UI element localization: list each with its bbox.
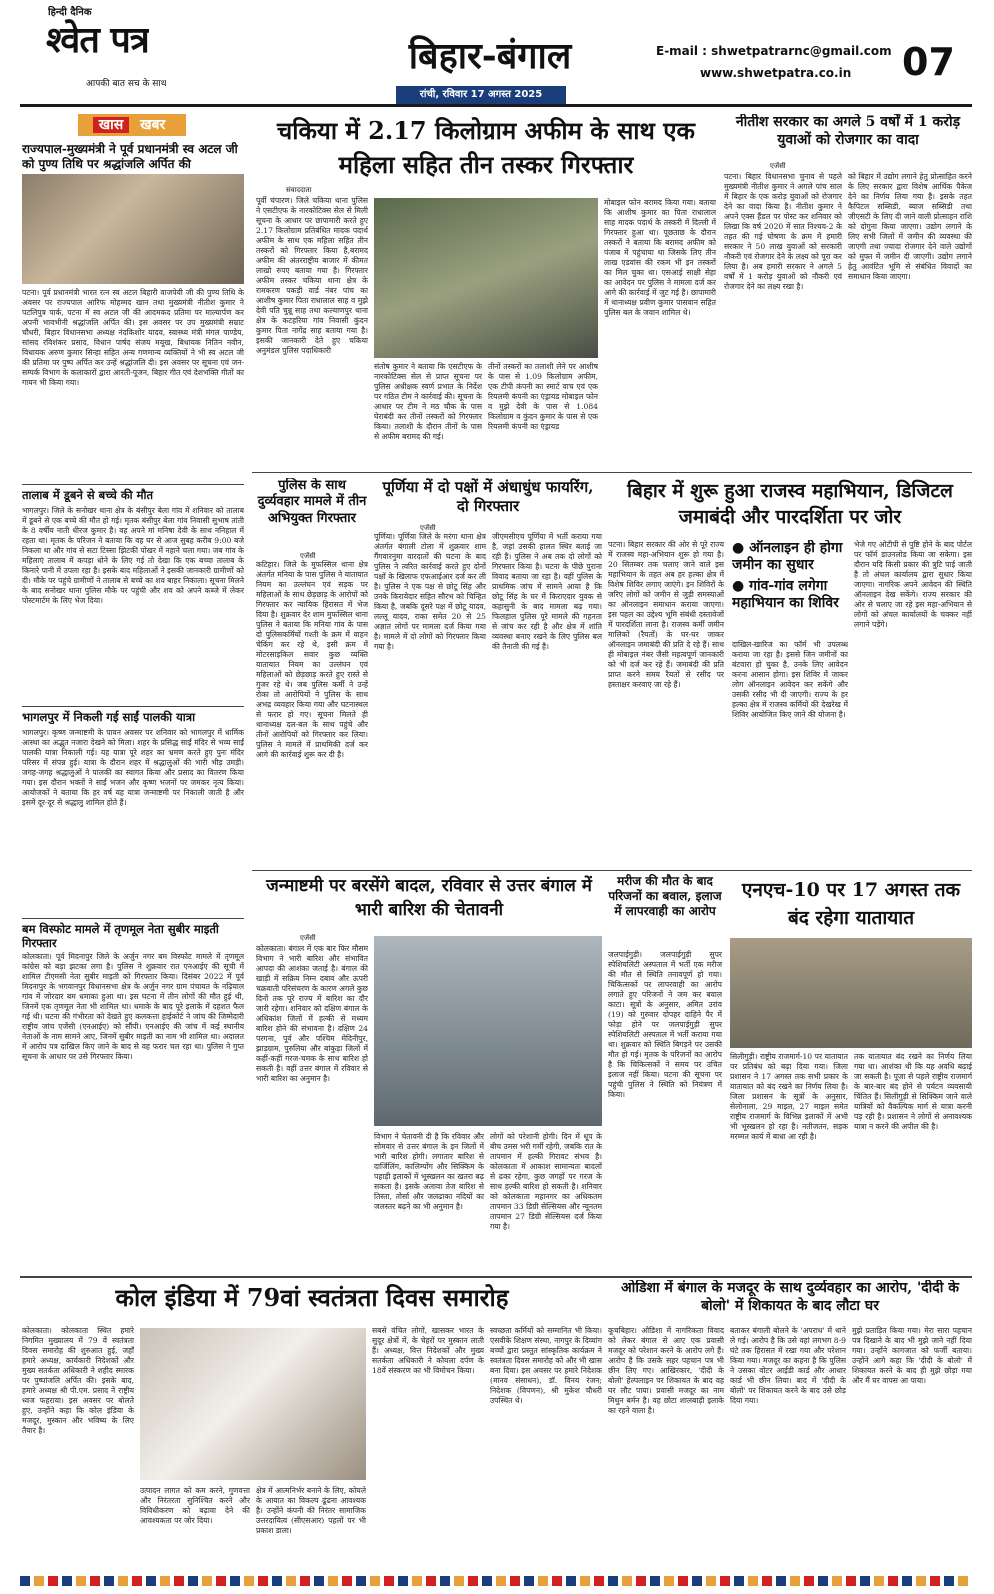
story-4-headline: बम विस्फोट मामले में तृणमूल नेता सुबीर माइती गिरफ्तार xyxy=(22,922,219,951)
story-9-col2: दाखिल-खारिज का फॉर्म भी उपलब्ध कराया जा रहा है। इससे जिन जमीनों का बंटवारा हो चुका है, उनके लिए आवेदन करना आसान होगा। इस शिविर में जाकर लोग ऑनलाइन आवेदन कर सकेंगे और उसकी रसीद भी दी जाएगी। राज्य के हर हल्का क्षेत्र में राजस्व कर्मियों की देखरेख में शिविर आयोजित किए जाने की योजना है। xyxy=(732,640,848,719)
story-7-headline: पुलिस के साथ दुर्व्यवहार मामले में तीन अभियुक्त गिरफ्तार xyxy=(257,478,367,526)
story-5-photo xyxy=(374,198,598,358)
story-6-col1: पटना। बिहार विधानसभा चुनाव से पहले मुख्यमंत्री नीतीश कुमार ने अगले पांच साल में बिहार के एक करोड़ युवाओं को रोजगार देने का वादा किया है। नीतीश कुमार ने अपने एक्स हैंडल पर पोस्ट कर शनिवार को लिखा कि वर्ष 2020 में सात निश्चय-2 के तहत की गई घोषणा के क्रम में हमारी सरकार ने 50 लाख युवाओं को सरकारी नौकरी एवं रोजगार देने के लक्ष्य को पूरा कर लिया है। अब हमारी सरकार ने अगले 5 वर्षों में 1 करोड़ युवाओं को नौकरी एवं रोजगार देने का लक्ष्य रखा है। xyxy=(724,172,842,291)
brand-tag: हिन्दी दैनिक xyxy=(48,7,92,18)
story-5-col3: तीनों तस्करों का तलाशी लेने पर आशीष के पास से 1.09 किलोग्राम अफीम, एक टीपी कंपनी का स्मार्ट वाच एवं एक रियलमी कंपनी का एंड्रायड मोबाइल फोन व मुझे देवी के पास से 1.084 किलोग्राम व कुंदन कुमार के पास से एक रियलमी कंपनी का एंड्रायड xyxy=(488,362,598,431)
brand-slogan: आपकी बात सच के साथ xyxy=(86,79,167,89)
story-1-photo xyxy=(22,174,244,284)
section-title: बिहार-बंगाल xyxy=(408,35,572,77)
story-12-headline: एनएच-10 पर 17 अगस्त तक बंद रहेगा यातायात xyxy=(741,879,961,929)
story-13-headline: कोल इंडिया में 79वां स्वतंत्रता दिवस समारोह xyxy=(115,1283,509,1312)
story-10-byline: एजेंसी xyxy=(300,934,316,942)
story-11-body: जलपाईगुड़ी। जलपाईगुड़ी सुपर स्पेशियलिटी अस्पताल में भर्ती एक मरीज की मौत से स्थिति तनावपूर्ण हो गया। चिकित्सकों पर लापरवाही का आरोप लगाते हुए परिजनों ने जम कर बवाल काटा। सूत्रों के अनुसार, अमित उरांव (19) को गुरुवार दोपहर दाहिने पैर में फोड़ा होने पर जलपाईगुड़ी सुपर स्पेशियलिटी अस्पताल में भर्ती कराया गया था। शुक्रवार को स्थिति बिगड़ने पर उसकी मौत हो गई। मृतक के परिजनों का आरोप है कि चिकित्सकों ने समय पर उचित इलाज नहीं किया। घटना की सूचना पर पहुंची पुलिस ने स्थिति को नियंत्रण में किया। xyxy=(608,950,722,1099)
story-2-body: भागलपुर। जिले के सनोखर थाना क्षेत्र के बंसीपुर बेला गांव में शनिवार को तालाब में डूबने से एक बच्चे की मौत हो गई। मृतक बंसीपुर बेला गांव निवासी सुभाष तांती के 8 वर्षीय नाती धीरज कुमार है। वह अपने मां मनिषा देवी के साथ ननिहाल में रहता था। मृतक के परिजन ने बताया कि वह घर से आज सुबह करीब 9:00 बजे निकला था और गांव से सटा टिस्सा झिटकी पोखर में नहाने चला गया। जब गांव के महिलाएं तालाब में कपड़ा धोने के लिए गई तो देखा कि एक बच्चा तालाब के किनारे पानी में उपला रहा है। इसके बाद महिलाओं ने इसकी जानकारी ग्रामीणों को दी। मौके पर पहुंचे ग्रामीणों ने तालाब से बच्चे का शव बाहर निकाला। सूचना मिलने के बाद सनोखर थाना पुलिस मौके पर पहुंची और शव को अपने कब्जे में लेकर पोस्टमार्टम के लिए भेज दिया। xyxy=(22,506,244,605)
khabar-label: खबर xyxy=(140,117,166,133)
story-1-headline: राज्यपाल-मुख्यमंत्री ने पूर्व प्रधानमंत्री स्व अटल जी को पुण्य तिथि पर श्रद्धांजलि अर्पित की xyxy=(22,142,238,171)
story-13-col2: उत्पादन लागत को कम करने, गुणवत्ता और निरंतरता सुनिश्चित करने और विविधीकरण को बढ़ावा देने की आवश्यकता पर जोर दिया। xyxy=(140,1486,250,1525)
divider xyxy=(252,870,972,871)
footer-decoration xyxy=(20,1576,972,1586)
story-14-col3: मुझे प्रताड़ित किया गया। मेरा सारा पहचान पत्र दिखाने के बाद भी मुझे जाने नहीं दिया गया। उन्होंने कागजात को फर्जी बताया। उन्होंने आगे कहा कि 'दीदी के बोलो' में शिकायत करने के बाद ही मुझे छोड़ा गया और मैं घर वापस आ पाया। xyxy=(852,1326,972,1385)
story-13-col3: क्षेत्र में आत्मनिर्भर बनाने के लिए, कोयले के आयात का विकल्प ढूंढना आवश्यक है। उन्होंने कंपनी की निरंतर सामाजिक उत्तरदायित्व (सीएसआर) पहलों पर भी प्रकाश डाला। xyxy=(256,1486,366,1535)
story-10-photo xyxy=(374,936,602,1126)
story-5-col2: संतोष कुमार ने बताया कि एसटीएफ के नारकोटिक्स सेल से प्राप्त सूचना पर पुलिस अधीक्षक स्वर्ण प्रभात के निर्देश पर गठित टीम ने कार्रवाई की। सूचना के आधार पर टीम ने मठ चौक के पास घेराबंदी कर तीनों तस्करों को गिरफ्तार किया। तलाशी के दौरान तीनों के पास से अफीम बरामद की गई। xyxy=(374,362,482,441)
khas-khabar-tag xyxy=(78,114,186,136)
story-3-headline: भागलपुर में निकली गई साईं पालकी यात्रा xyxy=(22,710,196,724)
divider xyxy=(20,1276,972,1278)
story-8-headline: पूर्णिया में दो पक्षों में अंधाधुंध फायरिंग, दो गिरफ्तार xyxy=(382,478,594,515)
story-12-col1: सिलीगुड़ी। राष्ट्रीय राजमार्ग-10 पर यातायात पर प्रतिबंध को बढ़ा दिया गया। जिला प्रशासन ने 17 अगस्त तक सभी प्रकार के यातायात को बंद रखने का निर्णय लिया है। जिला प्रशासन के सूत्रों के अनुसार, सेलोनाला, 29 माइल, 27 माइल समेत राष्ट्रीय राजमार्ग के विभिन्न इलाकों में अभी भी भूस्खलन हो रहा है। नतीजतन, सड़क मरम्मत कार्य में बाधा आ रही है। xyxy=(730,1052,848,1141)
story-7-body: कटिहार। जिले के मुफस्सिल थाना क्षेत्र अंतर्गत मनिया के पास पुलिस ने यातायात नियम का उल्लंघन एवं सड़क पर महिलाओं के साथ छेड़छाड़ के आरोपों को गिरफ्तार कर न्यायिक हिरासत में भेज दिया है। शुक्रवार देर शाम मुफस्सिल थाना पुलिस ने बताया कि मनिया गांव के पास दो पुलिसकर्मियों गश्ती के क्रम में वाहन चेकिंग कर रहे थे, इसी क्रम में मोटरसाइकिल सवार कुछ व्यक्ति यातायात नियम का उल्लंघन एवं महिलाओं को छेड़छाड़ करते हुए रास्ते से गुजर रहे थे। जब पुलिस कर्मी ने उन्हें रोका तो आरोपियों ने पुलिस के साथ अभद्र व्यवहार किया गया और घटनास्थल से फरार हो गए। सूचना मिलते ही थानाध्यक्ष दल-बल के साथ पहुंचे और तीनों आरोपियों को गिरफ्तार कर लिया। पुलिस ने मामले में प्राथमिकी दर्ज कर आगे की कार्रवाई शुरू कर दी है। xyxy=(256,560,368,759)
story-9-col1: पटना। बिहार सरकार की ओर से पूरे राज्य में राजस्व महा-अभियान शुरू हो गया है। 20 सितम्बर तक चलाए जाने वाले इस महाभियान के तहत अब हर हल्का क्षेत्र में विशेष शिविर लगाए जाएंगे। इन शिविरों के जरिए लोगों को जमीन से जुड़ी समस्याओं का ऑनलाइन समाधान कराया जाएगा। इस पहल का उद्देश्य भूमि संबंधी दस्तावेजों में पारदर्शिता लाना है। राजस्व कर्मी जमीन मालिकों (रैयतों) के घर-घर जाकर ऑनलाइन जमाबंदी की प्रति दे रहे हैं। साथ ही मोबाइल नंबर जैसी महत्वपूर्ण जानकारी को भी दर्ज कर रहे हैं। जमाबंदी की प्रति प्राप्त करने समय रैयतों से रसीद पर हस्ताक्षर करवाए जा रहे हैं। xyxy=(608,540,724,689)
story-9-headline: बिहार में शुरू हुआ राजस्व महाभियान, डिजिटल जमाबंदी और पारदर्शिता पर जोर xyxy=(627,480,953,528)
story-1-body: पटना। पूर्व प्रधानमंत्री भारत रत्न स्व अटल बिहारी वाजपेयी जी की पुण्य तिथि के अवसर पर राज्यपाल आरिफ मोहम्मद खान तथा मुख्यमंत्री नीतीश कुमार ने पटलिपुत्र पार्क, पटना में स्व अटल जी की आदमकद प्रतिमा पर माल्यार्पण कर अपनी भावभीनी श्रद्धांजलि अर्पित की। इस अवसर पर उप मुख्यमंत्री सम्राट चौधरी, बिहार विधानसभा अध्यक्ष नंदकिशोर यादव, स्वास्थ्य मंत्री मंगल पाण्डेय, सांसद रविशंकर प्रसाद, विधान पार्षद संजय मयूख, बिधायक नितिन नवीन, विधायक अरुण कुमार सिन्हा सहित अन्य गणमान्य व्यक्तियों ने भी स्व अटल जी की प्रतिमा पर पुष्प अर्पित कर उन्हें श्रद्धांजलि दी। इस अवसर पर सूचना एवं जन-सम्पर्क विभाग के कलाकारों द्वारा आरती-पूजन, बिहार गीत एवं देशभक्ति गीतों का गायन भी किया गया। xyxy=(22,288,244,387)
story-9-bullet-2: ● गांव-गांव लगेगा महाभियान का शिविर xyxy=(732,578,839,611)
story-5-headline: चकिया में 2.17 किलोग्राम अफीम के साथ एक महिला सहित तीन तस्कर गिरफ्तार xyxy=(277,116,695,179)
story-10-col2: विभाग ने चेतावनी दी है कि रविवार और सोमवार से उत्तर बंगाल के इन जिलों में भारी बारिश होगी। लगातार बारिश से दार्जिलिंग, कालिम्पोंग और सिक्किम के पहाड़ी इलाकों में भूस्खलन का खतरा बढ़ सकता है। इसके अलावा तेज बारिश से तिस्ता, तोर्सा और जलढाका नदियों का जलस्तर बढ़ने का भी अनुमान है। xyxy=(374,1132,484,1211)
dateline: रांची, रविवार 17 अगस्त 2025 xyxy=(396,86,566,104)
divider xyxy=(22,706,244,707)
divider xyxy=(22,484,244,485)
story-3-body: भागलपुर। कृष्ण जन्माष्टमी के पावन अवसर पर शनिवार को भागलपुर में धार्मिक आस्था का अद्भुत नजारा देखने को मिला। शहर के प्रसिद्ध साईं मंदिर से भव्य साईं पालकी यात्रा निकाली गई। यह यात्रा पूरे शहर का भ्रमण करते हुए पुनः मंदिर परिसर में संपन्न हुई। यात्रा के दौरान शहर में श्रद्धालुओं की भारी भीड़ उमड़ी। जगह-जगह श्रद्धालुओं ने पालकी का स्वागत किया और प्रसाद का वितरण किया गया। इस दौरान भक्तों ने साईं भजन और कृष्ण भजनों पर जमकर नृत्य किया। आयोजकों ने बताया कि हर वर्ष यह यात्रा जन्माष्टमी पर निकाली जाती है और इसमें दूर-दूर से श्रद्धालु शामिल होते हैं। xyxy=(22,728,244,807)
story-13-col4: सबसे वंचित लोगों, खासकर भारत के सुदूर क्षेत्रों में, के चेहरों पर मुस्कान लाती हैं। अध्यक्ष, वित्त निदेशकों और मुख्य सतर्कता अधिकारी ने कोयला दर्पण के 18वें संस्करण का भी विमोचन किया। xyxy=(372,1326,484,1375)
story-14-headline: ओडिशा में बंगाल के मजदूर के साथ दुर्व्यवहार का आरोप, 'दीदी के बोलो' में शिकायत के बाद लौटा घर xyxy=(621,1280,959,1314)
story-10-col1: कोलकाता। बंगाल में एक बार फिर मौसम विभाग ने भारी बारिश और संभावित आपदा की आशंका जताई है। बंगाल की खाड़ी में सक्रिय निम्न दबाव और ऊपरी चक्रवाती परिसंचरण के कारण अगले कुछ दिनों तक पूरे राज्य में बारिश का दौर जारी रहेगा। शनिवार को दक्षिण बंगाल के अधिकांश जिलों में हल्की से मध्यम बारिश होने की संभावना है। दक्षिण 24 परगना, पूर्व और पश्चिम मेदिनीपुर, झाड़ग्राम, पुरुलिया और बांकुड़ा जिलों में कहीं-कहीं गरज-चमक के साथ बारिश हो सकती है। वहीं उत्तर बंगाल में रविवार से भारी बारिश का अनुमान है। xyxy=(256,944,368,1083)
story-8-col1: पूर्णिया। पूर्णिया जिले के मरंगा थाना क्षेत्र अंतर्गत बंगाली टोला में शुक्रवार शाम गैंगवारनुमा वारदातों की घटना के बाद पुलिस ने त्वरित कार्रवाई करते हुए दोनों पक्षों के खिलाफ एफआईआर दर्ज कर ली है। पुलिस ने एक पक्ष से छोटू सिंह और उनके किरायेदार सहित सौरभ को चिन्हित किया है, जबकि दूसरे पक्ष में छोटू यादव, लल्लू यादव, राका समेत 20 से 25 अज्ञात लोगों पर मामला दर्ज किया गया है। मामले में दो लोगों को गिरफ्तार किया गया है। xyxy=(374,532,486,651)
story-12-photo xyxy=(730,938,972,1048)
story-12-col2: तक यातायात बंद रखने का निर्णय लिया गया था। आशंका थी कि यह अवधि बढ़ाई जा सकती है। पूजा से पहले राष्ट्रीय राजमार्ग के बार-बार बंद होने से पर्यटन व्यवसायी चिंतित हैं। सिलीगुड़ी से सिक्किम जाने वाले यात्रियों को वैकल्पिक मार्ग से यात्रा करनी पड़ रही है। प्रशासन ने लोगों से अनावश्यक यात्रा न करने की अपील की है। xyxy=(854,1052,972,1131)
story-10-headline: जन्माष्टमी पर बरसेंगे बादल, रविवार से उत्तर बंगाल में भारी बारिश की चेतावनी xyxy=(266,876,592,920)
khas-label: खास xyxy=(93,117,130,133)
story-8-col2: जीएमसीएच पूर्णिया में भर्ती कराया गया है, जहां उसकी हालत स्थिर बताई जा रही है। पुलिस ने अब तक दो लोगों को गिरफ्तार किया है। घटना के पीछे पुराना विवाद बताया जा रहा है। वहीं पुलिस के प्राथमिक जांच में सामने आया है कि छोटू सिंह के घर में किराएदार युवक से कहासुनी के बाद मामला बढ़ गया। फिलहाल पुलिस पूरे मामले की गहनता से जांच कर रही है और क्षेत्र में शांति व्यवस्था बनाए रखने के लिए पुलिस बल की तैनाती की गई है। xyxy=(492,532,602,651)
story-9-highlights xyxy=(732,540,848,612)
story-13-col1: कोलकाता। कोलकाता स्थित हमारे निगमित मुख्यालय में 79 वें स्वतंत्रता दिवस समारोह की शुरुआत हुई, जहाँ हमारे अध्यक्ष, कार्यकारी निदेशकों और मुख्य सतर्कता अधिकारी ने शहीद स्मारक पर पुष्पांजलि अर्पित की। इसके बाद, हमारे अध्यक्ष श्री पी.एम. प्रसाद ने राष्ट्रीय ध्वज फहराया। इस अवसर पर बोलते हुए, उन्होंने कहा कि कोल इंडिया के मजदूर, मुस्कान और भविष्य के लिए तैयार है। xyxy=(22,1326,134,1435)
story-7-byline: एजेंसी xyxy=(300,552,316,560)
story-5-col4: मोबाइल फोन बरामद किया गया। बताया कि आशीष कुमार का पिता राधालाल साह मादक पदार्थ के तस्करी में दिल्ली में गिरफ्तार हुआ था। पूछताछ के दौरान तस्करों ने बताया कि बरामद अफीम को पंजाब में पहुंचाया था जिसके लिए तीन लाख एडवांस की रकम भी इन तस्करों का मिल चुका था। एसआई साक्षी सेहा का आवेदन पर पुलिस ने मामला दर्ज कर आगे की कार्रवाई में जुट गई है। छापामारी में थानाध्यक्ष प्रवीण कुमार पासवान सहित पुलिस बल के जवान शामिल थे। xyxy=(604,198,716,317)
brand-name: श्वेत पत्र xyxy=(46,19,149,61)
page-number: 07 xyxy=(902,40,955,84)
story-9-col3: भेजे गए ओटीपी से पुष्टि होने के बाद पोर्टल पर फॉर्म डाउनलोड किया जा सकेगा। इस दौरान यदि किसी प्रकार की त्रुटि पाई जाती है तो अंचल कार्यालय द्वारा सुधार किया जाएगा। नागरिक अपने आवेदन की स्थिति ऑनलाइन देख सकेंगे। राज्य सरकार की ओर से चलाए जा रहे इस महा-अभियान से लोगों को अंचल कार्यालयों के चक्कर नहीं लगाने पड़ेंगे। xyxy=(854,540,972,629)
story-8-byline: एजेंसी xyxy=(420,524,436,532)
divider xyxy=(22,918,244,919)
story-6-col2: को बिहार में उद्योग लगाने हेतु प्रोत्साहित करने के लिए सरकार द्वारा विशेष आर्थिक पैकेज देने का निर्णय लिया गया है। इसके तहत कैपिटल सब्सिडी, ब्याज सब्सिडी तथा जीएसटी के लिए दी जाने वाली प्रोत्साहन राशि को दोगुना किया जाएगा। उद्योग लगाने के लिए सभी जिलों में जमीन की व्यवस्था की जाएगी तथा ज्यादा रोजगार देने वाले उद्योगों को मुफ्त में जमीन दी जाएगी। उद्योग लगाने हेतु आवंटित भूमि से संबंधित विवादों का समाधान किया जाएगा। xyxy=(848,172,972,281)
divider xyxy=(252,472,972,473)
website-link[interactable]: www.shwetpatra.co.in xyxy=(700,66,852,80)
email-address[interactable]: E-mail : shwetpatrarnc@gmail.com xyxy=(656,44,892,58)
story-13-photo xyxy=(140,1328,366,1480)
masthead-divider xyxy=(20,104,972,107)
story-14-col2: बताकर बंगाली बोलने के 'अपराध' में थाने ले गई। आरोप है कि उसे वहां लगभग 8-9 घंटे तक हिरासत में रखा गया और परेशान किया गया। मजदूर का कहना है कि पुलिस ने उसका वोटर आईडी कार्ड और आधार कार्ड भी छीन लिया। बाद में 'दीदी के बोलो' पर शिकायत करने के बाद उसे छोड़ दिया गया। xyxy=(730,1326,846,1405)
story-9-bullet-1: ● ऑनलाइन ही होगा जमीन का सुधार xyxy=(732,540,843,573)
story-5-col1: पूर्वी चंपारण। जिले चकिया थाना पुलिस ने एसटीएफ के नारकोटिक्स सेल से मिली सूचना के आधार पर छापामारी करते हुए 2.17 किलोग्राम प्रतिबंधित मादक पदार्थ अफीम के साथ एक महिला सहित तीन तस्करों को गिरफ्तार किया है,बरामद अफीम की अंतरराष्ट्रीय बाजार में कीमत लाखो रुपए बताया गया है। गिरफ्तार अफीम तस्कर चकिया थाना क्षेत्र के रामकरण पकड़ी वार्ड नंबर पांच का आशीष कुमार पिता राधालाल साह व मुझे देवी पति चुन्नू साह तथा कल्याणपुर थाना क्षेत्र के कटहरिया गांव निवासी कुंदन कुमार पिता नागेंद्र साह बताया गया है। इसकी जानकारी देते हुए चकिया अनुमंडल पुलिस पदाधिकारी xyxy=(256,196,368,355)
story-14-col1: कूचबिहार। ओडिशा में नागरिकता विवाद को लेकर बंगाल से आए एक प्रवासी मजदूर को परेशान करने के आरोप लगे हैं। आरोप है कि उसके सहर पहचान पत्र भी छीन लिए गए। आखिरकार, 'दीदी के बोलो' हेल्पलाइन पर शिकायत के बाद वह घर लौट पाया। प्रवासी मजदूर का नाम मिथुन बर्मन है। वह छोटा शालबाड़ी इलाके का रहने वाला है। xyxy=(608,1326,724,1415)
story-2-headline: तालाब में डूबने से बच्चे की मौत xyxy=(22,488,154,502)
story-4-body: कोलकाता। पूर्व मिदनापुर जिले के अर्जुन नगर बम विस्फोट मामले में तृणमूल कांग्रेस को बड़ा झटका लगा है। पुलिस ने शुक्रवार रात एनआईए की सूची में शामिल टीएमसी नेता सुबीर माइती को गिरफ्तार किया। दिसंबर 2022 में पूर्व मिदनापुर के भगवानपुर विधानसभा क्षेत्र के अर्जुन नगर ग्राम पंचायत के नढ़ियाल गांव में जोरदार बम धमाका हुआ था। इस घटना में तीन लोगों की मौत हुई थी, जिनमें एक तृणमूल नेता भी शामिल था। धमाके के बाद पूरे इलाके में दहशत फैल गई थी। घटना की गंभीरता को देखते हुए कलकत्ता हाईकोर्ट ने जांच की जिम्मेदारी राष्ट्रीय जांच एजेंसी (एनआईए) को सौंपी। एनआईए की जांच में कई स्थानीय नेताओं के नाम सामने आए, जिनमें सुबीर माइती का नाम भी शामिल था। अदालत में आरोप पत्र दाखिल किए जाने के बाद से वह फरार चल रहा था। पुलिस ने गुप्त सूचना के आधार पर उसे गिरफ्तार किया। xyxy=(22,952,244,1061)
story-5-byline: संवाददाता xyxy=(286,186,312,194)
story-10-col3: लोगों को परेशानी होगी। दिन में धूप के बीच उमस भरी गर्मी रहेगी, जबकि रात के तापमान में हल्की गिरावट संभव है। कोलकाता में आकाश सामान्यतः बादलों से ढका रहेगा, कुछ जगहों पर गरज के साथ हल्की बारिश हो सकती है। शनिवार को कोलकाता महानगर का अधिकतम तापमान 33 डिग्री सेल्सियस और न्यूनतम तापमान 27 डिग्री सेल्सियस दर्ज किया गया है। xyxy=(490,1132,602,1231)
story-6-byline: एजेंसी xyxy=(770,162,786,170)
story-11-headline: मरीज की मौत के बाद परिजनों का बवाल, इलाज में लापरवाही का आरोप xyxy=(608,874,722,918)
story-13-col5: स्वच्छता कर्मियों को सम्मानित भी किया। एसवीके शिक्षण संस्था, नागपुर के दिव्यांग बच्चों द्वारा प्रस्तुत सांस्कृतिक कार्यक्रम ने स्वतंत्रता दिवस समारोह को और भी खास बना दिया। इस अवसर पर हमारे निदेशक (मानव संसाधन), डॉ. विनय रंजन; निदेशक (विपणन), श्री मुकेश चौधरी उपस्थित थे। xyxy=(490,1326,602,1405)
story-6-headline: नीतीश सरकार का अगले 5 वर्षों में 1 करोड़ युवाओं को रोजगार का वादा xyxy=(735,114,961,148)
